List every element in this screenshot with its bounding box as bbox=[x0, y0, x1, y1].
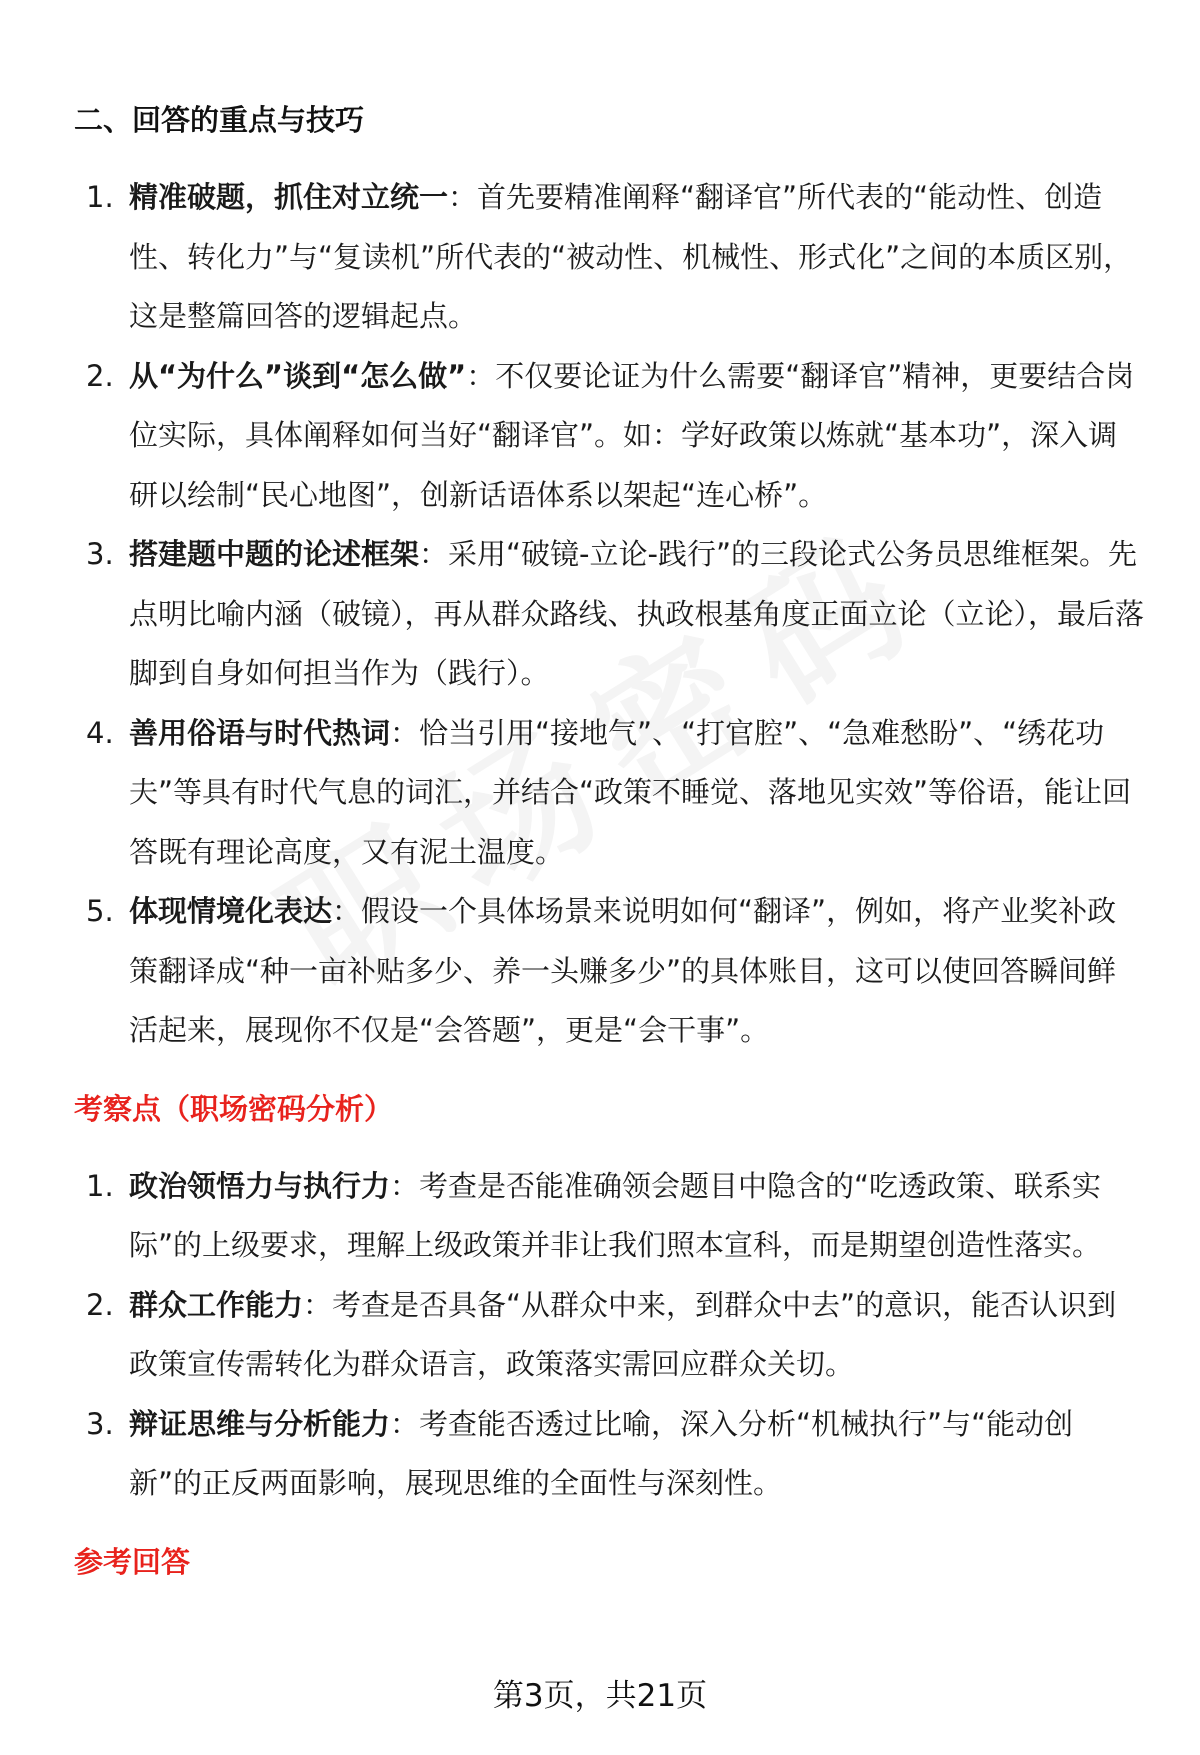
section-title-key-points: 二、回答的重点与技巧 bbox=[74, 103, 365, 137]
assessment-list bbox=[74, 1157, 1144, 1514]
list-item-lead: 群众工作能力 bbox=[129, 1287, 304, 1322]
list-item bbox=[74, 1395, 1144, 1514]
list-number: 2. bbox=[86, 358, 114, 393]
list-item bbox=[74, 704, 1144, 883]
list-number: 5. bbox=[86, 894, 114, 928]
list-item bbox=[74, 525, 1144, 704]
list-item-text: ：假设一个具体场景来说明如何“翻译”，例如，将产业奖补政策翻译成“种一亩补贴多少、养一头赚多少”的具体账目，这可以使回答瞬间鲜活起来，展现你不仅是“会答题”，更是“会干事”。 bbox=[129, 894, 1117, 1047]
list-item bbox=[74, 882, 1144, 1061]
section-title-assessment: 考察点（职场密码分析） bbox=[74, 1091, 394, 1126]
list-item-lead: 体现情境化表达 bbox=[129, 894, 333, 928]
document-body bbox=[74, 100, 1144, 1610]
list-item-text: ：恰当引用“接地气”、“打官腔”、“急难愁盼”、“绣花功夫”等具有时代气息的词汇，并结合“政策不睡觉、落地见实效”等俗语，能让回答既有理论高度，又有泥土温度。 bbox=[129, 715, 1132, 869]
list-item bbox=[74, 1276, 1144, 1395]
list-item-text: ：考查能否透过比喻，深入分析“机械执行”与“能动创新”的正反两面影响，展现思维的全面性与深刻性。 bbox=[129, 1406, 1074, 1500]
list-item-lead: 从“为什么”谈到“怎么做” bbox=[129, 358, 467, 393]
section-title-reference-answer: 参考回答 bbox=[74, 1544, 191, 1579]
list-item-text: ：考查是否具备“从群众中来，到群众中去”的意识，能否认识到政策宣传需转化为群众语言，政策落实需回应群众关切。 bbox=[129, 1287, 1117, 1381]
list-number: 1. bbox=[86, 1168, 114, 1203]
list-number: 1. bbox=[86, 180, 114, 214]
list-item bbox=[74, 347, 1144, 526]
list-item-text: ：不仅要论证为什么需要“翻译官”精神，更要结合岗位实际，具体阐释如何当好“翻译官”。如：学好政策以炼就“基本功”，深入调研以绘制“民心地图”，创新话语体系以架起“连心桥”。 bbox=[129, 358, 1135, 512]
list-number: 3. bbox=[86, 537, 114, 571]
list-item-lead: 善用俗语与时代热词 bbox=[129, 715, 391, 750]
key-points-list bbox=[74, 168, 1144, 1061]
list-item-text: ：首先要精准阐释“翻译官”所代表的“能动性、创造性、转化力”与“复读机”所代表的“被动性、机械性、形式化”之间的本质区别，这是整篇回答的逻辑起点。 bbox=[129, 180, 1133, 333]
list-item-lead: 政治领悟力与执行力 bbox=[129, 1168, 391, 1203]
list-item bbox=[74, 1157, 1144, 1276]
list-number: 2. bbox=[86, 1287, 114, 1322]
list-item-lead: 搭建题中题的论述框架 bbox=[129, 537, 420, 571]
list-item-lead: 辩证思维与分析能力 bbox=[129, 1406, 391, 1441]
list-item-text: ：采用“破镜-立论-践行”的三段论式公务员思维框架。先点明比喻内涵（破镜），再从群众路线、执政根基角度正面立论（立论），最后落脚到自身如何担当作为（践行）。 bbox=[129, 537, 1145, 690]
list-number: 3. bbox=[86, 1406, 114, 1441]
list-item bbox=[74, 168, 1144, 347]
list-item-lead: 精准破题，抓住对立统一 bbox=[129, 180, 449, 214]
list-number: 4. bbox=[86, 715, 114, 750]
list-item-text: ：考查是否能准确领会题目中隐含的“吃透政策、联系实际”的上级要求，理解上级政策并非让我们照本宣科，而是期望创造性落实。 bbox=[129, 1168, 1102, 1262]
page-number: 第3页，共21页 bbox=[492, 1678, 708, 1714]
